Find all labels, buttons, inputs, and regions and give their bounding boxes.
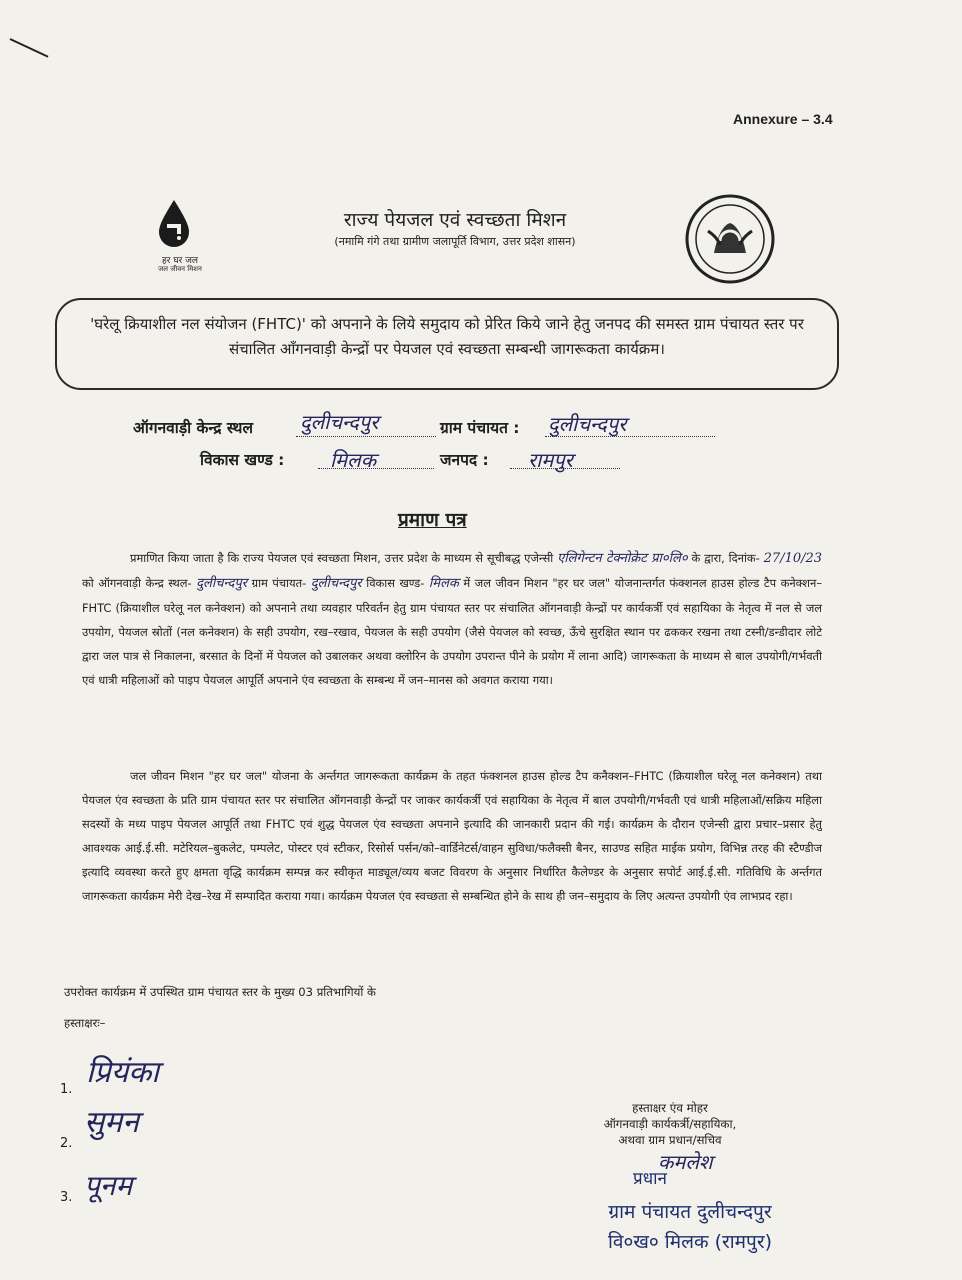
signatory-signature-2: सुमन	[84, 1105, 139, 1140]
gram-panchayat-label: ग्राम पंचायत :	[440, 419, 520, 437]
para1-text-4: ग्राम पंचायत-	[251, 576, 307, 590]
para1-text-2: के द्वारा, दिनांक-	[691, 551, 760, 565]
signatory-signature-3: पूनम	[84, 1169, 133, 1202]
mission-title: राज्य पेयजल एवं स्वच्छता मिशन	[343, 209, 567, 231]
stamp-line-3: अथवा ग्राम प्रधान/सचिव	[618, 1133, 722, 1147]
mission-subtitle: (नमामि गंगे तथा ग्रामीण जलापूर्ति विभाग, उत्तर प्रदेश शासन)	[334, 235, 576, 248]
water-drop-icon	[156, 198, 192, 248]
stamp-line-2: ऑगनवाड़ी कार्यकर्त्री/सहायिका,	[603, 1117, 737, 1131]
para1-text-3: को ऑगनवाड़ी केन्द्र स्थल-	[82, 576, 192, 590]
pen-mark	[10, 38, 49, 58]
certificate-paragraph-2: जल जीवन मिशन "हर घर जल" योजना के अर्न्तगत जागरूकता कार्यक्रम के तहत फंक्शनल हाउस होल्ड टैप कनैक्शन–FHTC (क्रियाशील घरेलू नल कनेक्शन) तथा पेयजल एंव स्वच्छता के प्रति ग्राम पंचायत स्तर पर संचालित ऑगनवाड़ी केन्द्रों पर जाकर कार्यकर्त्री एवं सहायिका के नेतृत्व में बाल उपयोगी/गर्भवती एवं धात्री महिलाओं/सक्रिय महिला सदस्यों के मध्य पाइप पेयजल आपूर्ति तथा FHTC एवं शुद्ध पेयजल एंव स्वच्छता अपनाने इत्यादि की जानकारी प्रदान की गई। कार्यक्रम के दौरान एजेन्सी द्वारा प्रचार–प्रसार हेतु आवश्यक आई.ई.सी. मटेरियल–बुकलेट, पम्पलेट, पोस्टर एवं स्टीकर, रिसोर्स पर्सन/को–वार्डिनेटर्स/वाहन सुविधा/फलैक्सी बैनर, साउण्ड सहित माईक प्रयोग, विभिन्न तरह की स्टैण्डीज इत्यादि व्यवस्था करते हुए क्षमता वृद्धि कार्यक्रम सम्पन्न कर स्वीकृत माड्यूल/व्यय बजट विवरण के अनुसार निर्धारित कैलेण्डर के अनुसार सपोर्ट आई.ई.सी. गतिविधि के अर्न्तगत जागरूकता कार्यक्रम मेरी देख–रेख में सम्पादित कराया गया। कार्यक्रम पेयजल एंव स्वच्छता से सम्बन्धित होने के साथ ही जन–समुदाय के लिए अत्यन्त उपयोगी एंव लाभप्रद रहा।	[82, 769, 822, 903]
para1-text-6: में जल जीवन मिशन "हर घर जल" योजनान्तर्गत फंक्शनल हाउस होल्ड टैप कनेक्शन–FHTC (क्रियाशील घरेलू नल कनेक्शन) को अपनाने तथा व्यवहार परिवर्तन हेतु ग्राम पंचायत स्तर पर संचालित ऑगनवाड़ी केन्द्रों पर कार्यकर्त्री एवं सहायिका के नेतृत्व में नल से जल उपयोग, पेयजल स्रोतों (नल कनेक्शन) के सही उपयोग, रख–रखाव, पेयजल के सही उपयोग (जैसे पेयजल को स्वच्छ, ऊँचे सुरक्षित स्थान पर ढककर रखना तथा टस्नी/डन्डीदार लोटे द्वारा जल पात्र से निकालना, बरसात के दिनों में पेयजल को उबालकर अथवा क्लोरिन के उपयोग उपरान्त पीने के प्रयोग में लाना आदि) जागरूकता के माध्यम से बाल उपयोगी/गर्भवती एवं धात्री महिलाओं को पाइप पेयजल आपूर्ति अपनाने एंव स्वच्छता के सम्बन्ध में जन–मानस को अवगत कराया गया।	[82, 576, 823, 687]
signatory-number-1: 1.	[60, 1082, 73, 1097]
participants-line: उपरोक्त कार्यक्रम में उपस्थित ग्राम पंचायत स्तर के मुख्य 03 प्रतिभागियों के	[64, 985, 376, 999]
certificate-paragraph-1	[82, 546, 822, 692]
seal-block-district: वि०ख० मिलक (रामपुर)	[607, 1231, 773, 1253]
certificate-title: प्रमाण पत्र	[398, 509, 467, 531]
gram-inline-handwritten: दुलीचन्दपुर	[310, 576, 362, 591]
agency-handwritten: एलिगेन्टन टेक्नोक्रेट प्रा०लि०	[557, 551, 688, 566]
pradhan-signature: कमलेश	[658, 1150, 713, 1174]
stamp-instructions	[560, 1100, 780, 1148]
seal-gram-panchayat: ग्राम पंचायत दुलीचन्दपुर	[608, 1201, 772, 1223]
signatures-label: हस्ताक्षरः–	[64, 1016, 106, 1030]
place-handwritten: दुलीचन्दपुर	[196, 576, 248, 591]
gram-handwritten: दुलीचन्दपुर	[548, 412, 627, 436]
vikas-khand-label: विकास खण्ड :	[200, 451, 285, 469]
para1-text-5: विकास खण्ड-	[366, 576, 425, 590]
anganwadi-handwritten: दुलीचन्दपुर	[300, 410, 379, 434]
annexure-label: Annexure – 3.4	[733, 111, 833, 127]
vikas-handwritten: मिलक	[330, 448, 377, 472]
janpad-handwritten: रामपुर	[528, 448, 573, 472]
program-title: 'घरेलू क्रियाशील नल संयोजन (FHTC)' को अपनाने के लिये समुदाय को प्रेरित किये जाने हेतु जनपद की समस्त ग्राम पंचायत स्तर पर संचालित आँगनवाड़ी केन्द्रों पर पेयजल एवं स्वच्छता सम्बन्धी जागरूकता कार्यक्रम।	[90, 315, 804, 358]
logo-subcaption: जल जीवन मिशन	[158, 265, 202, 273]
signatory-number-2: 2.	[60, 1136, 73, 1151]
block-handwritten: मिलक	[428, 576, 459, 591]
program-title-box	[55, 298, 839, 390]
stamp-designation: प्रधान	[633, 1169, 667, 1189]
signatory-signature-1: प्रियंका	[86, 1055, 160, 1090]
signatory-number-3: 3.	[60, 1190, 73, 1205]
date-handwritten: 27/10/23	[763, 551, 823, 566]
para1-text-1: प्रमाणित किया जाता है कि राज्य पेयजल एवं स्वच्छता मिशन, उत्तर प्रदेश के माध्यम से सूचीबद्ध एजेन्सी	[130, 551, 554, 565]
logo-caption: हर घर जल	[162, 256, 198, 266]
janpad-label: जनपद :	[440, 451, 489, 469]
up-government-emblem	[684, 193, 776, 285]
stamp-line-1: हस्ताक्षर एंव मोहर	[632, 1101, 708, 1115]
har-ghar-jal-logo	[140, 198, 220, 283]
anganwadi-dotted-line	[296, 436, 436, 437]
anganwadi-label: ऑगनवाड़ी केन्द्र स्थल	[133, 419, 253, 437]
